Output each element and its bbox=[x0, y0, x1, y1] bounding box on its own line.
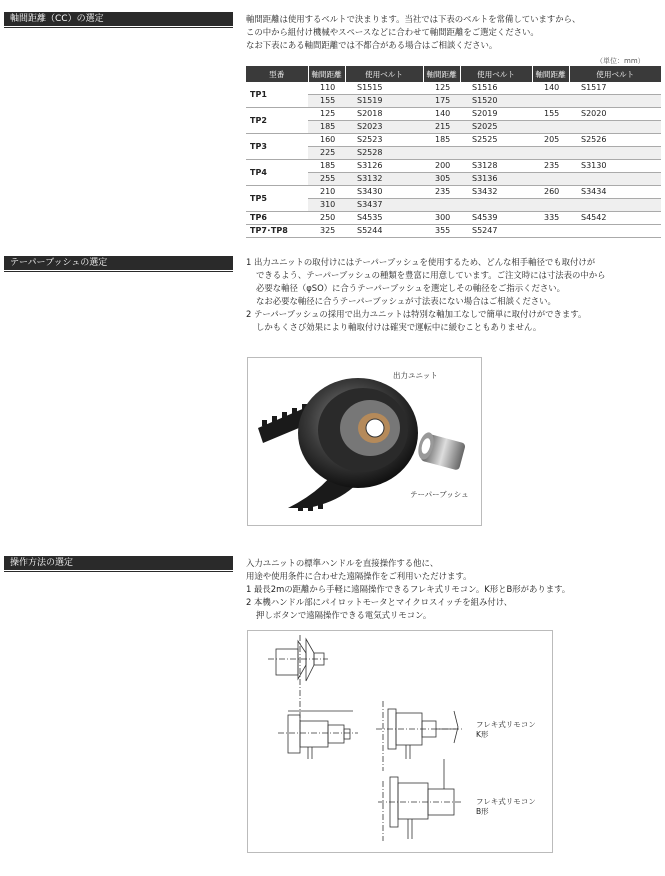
cc-cell: 255 bbox=[308, 173, 345, 186]
belt-cell: S1516 bbox=[460, 82, 532, 95]
cc-cell: 140 bbox=[423, 108, 460, 121]
remote-control-drawing bbox=[247, 630, 553, 853]
belt-cell: S3432 bbox=[460, 186, 532, 199]
ops-line: 用途や使用条件に合わせた遠隔操作をご利用いただけます。 bbox=[246, 571, 472, 581]
belt-cell: S2525 bbox=[460, 134, 532, 147]
cc-line: この中から組付け機械やスペースなどに合わせて軸間距離をご選定ください。 bbox=[246, 27, 539, 37]
cc-cell: 155 bbox=[532, 108, 569, 121]
cc-cell: 355 bbox=[423, 225, 460, 238]
cc-cell: 185 bbox=[308, 160, 345, 173]
header-cc: 軸間距離 bbox=[308, 66, 345, 82]
belt-cell bbox=[569, 121, 661, 134]
section-title-cc: 軸間距離（CC）の選定 bbox=[4, 12, 233, 26]
cc-cell bbox=[532, 95, 569, 108]
cc-cell: 210 bbox=[308, 186, 345, 199]
belt-cell bbox=[569, 173, 661, 186]
belt-cell: S1517 bbox=[569, 82, 661, 95]
belt-cell: S3136 bbox=[460, 173, 532, 186]
belt-cell bbox=[569, 199, 661, 212]
model-cell: TP5 bbox=[246, 186, 308, 212]
cc-cell: 140 bbox=[532, 82, 569, 95]
table-row bbox=[246, 225, 661, 238]
cc-cell: 160 bbox=[308, 134, 345, 147]
cc-cell: 205 bbox=[532, 134, 569, 147]
table-row bbox=[246, 212, 661, 225]
technical-drawing bbox=[248, 631, 554, 854]
belt-cell: S2025 bbox=[460, 121, 532, 134]
table-header-row bbox=[246, 66, 661, 82]
belt-cell: S3430 bbox=[345, 186, 423, 199]
product-illustration bbox=[248, 358, 483, 527]
label-k-type: K形 bbox=[476, 730, 489, 739]
label-output-unit: 出力ユニット bbox=[393, 371, 438, 380]
table-group bbox=[246, 225, 661, 238]
cc-cell: 235 bbox=[423, 186, 460, 199]
belt-cell: S5247 bbox=[460, 225, 532, 238]
table-group bbox=[246, 160, 661, 186]
bush-line: なお必要な軸径に合うテーパーブッシュが寸法表にない場合はご相談ください。 bbox=[256, 296, 556, 306]
belt-cell: S2528 bbox=[345, 147, 423, 160]
cc-cell bbox=[532, 121, 569, 134]
cc-cell bbox=[423, 147, 460, 160]
belt-cell: S3434 bbox=[569, 186, 661, 199]
cc-cell: 110 bbox=[308, 82, 345, 95]
model-cell: TP2 bbox=[246, 108, 308, 134]
cc-cell bbox=[532, 147, 569, 160]
bush-line: できるよう、テーパーブッシュの種類を豊富に用意しています。ご注文時には寸法表の中から bbox=[256, 270, 606, 280]
model-cell: TP3 bbox=[246, 134, 308, 160]
table-row bbox=[246, 108, 661, 121]
table-row bbox=[246, 134, 661, 147]
belt-cell: S2523 bbox=[345, 134, 423, 147]
belt-cell: S3126 bbox=[345, 160, 423, 173]
cc-line: なお下表にある軸間距離では不都合がある場合はご相談ください。 bbox=[246, 40, 498, 50]
cc-cell: 335 bbox=[532, 212, 569, 225]
header-cc: 軸間距離 bbox=[532, 66, 569, 82]
model-cell: TP6 bbox=[246, 212, 308, 225]
cc-cell bbox=[423, 199, 460, 212]
label-b-type: B形 bbox=[476, 807, 489, 816]
belt-cell: S3130 bbox=[569, 160, 661, 173]
header-belt: 使用ベルト bbox=[460, 66, 532, 82]
model-cell: TP4 bbox=[246, 160, 308, 186]
belt-cell: S5244 bbox=[345, 225, 423, 238]
cc-cell: 200 bbox=[423, 160, 460, 173]
cc-cell: 185 bbox=[308, 121, 345, 134]
belt-cell bbox=[569, 147, 661, 160]
cc-cell bbox=[532, 225, 569, 238]
cc-cell: 260 bbox=[532, 186, 569, 199]
table-row bbox=[246, 95, 661, 108]
bush-line: 2 テーパーブッシュの採用で出力ユニットは特別な軸加工なしで簡単に取付けができます。 bbox=[246, 309, 587, 319]
bush-line: 1 出力ユニットの取付けにはテーパーブッシュを使用するため、どんな相手軸径でも取付けが bbox=[246, 257, 596, 267]
cc-cell: 155 bbox=[308, 95, 345, 108]
cc-cell: 300 bbox=[423, 212, 460, 225]
cc-cell: 125 bbox=[423, 82, 460, 95]
belt-cell: S2020 bbox=[569, 108, 661, 121]
belt-cell bbox=[569, 225, 661, 238]
ops-line: 入力ユニットの標準ハンドルを直接操作する他に、 bbox=[246, 558, 439, 568]
belt-cell: S3437 bbox=[345, 199, 423, 212]
model-cell: TP1 bbox=[246, 82, 308, 108]
ops-line: 2 本機ハンドル部にパイロットモータとマイクロスイッチを組み付け、 bbox=[246, 597, 513, 607]
table-group bbox=[246, 186, 661, 212]
cc-cell: 225 bbox=[308, 147, 345, 160]
cc-cell bbox=[532, 199, 569, 212]
belt-cell: S3128 bbox=[460, 160, 532, 173]
label-taper-bush: テーパーブッシュ bbox=[410, 490, 469, 499]
belt-cell bbox=[460, 147, 532, 160]
cc-cell: 185 bbox=[423, 134, 460, 147]
belt-table bbox=[246, 66, 661, 238]
bush-line: しかもくさび効果により軸取付けは確実で運転中に緩むこともありません。 bbox=[256, 322, 542, 332]
product-photo bbox=[247, 357, 482, 526]
belt-cell: S4535 bbox=[345, 212, 423, 225]
belt-cell: S4542 bbox=[569, 212, 661, 225]
table-group bbox=[246, 134, 661, 160]
cc-cell: 175 bbox=[423, 95, 460, 108]
header-belt: 使用ベルト bbox=[569, 66, 661, 82]
belt-cell: S3132 bbox=[345, 173, 423, 186]
belt-cell: S2019 bbox=[460, 108, 532, 121]
cc-cell bbox=[532, 173, 569, 186]
section-title-bush: テーパーブッシュの選定 bbox=[4, 256, 233, 270]
cc-cell: 325 bbox=[308, 225, 345, 238]
table-row bbox=[246, 121, 661, 134]
cc-cell: 250 bbox=[308, 212, 345, 225]
belt-cell bbox=[460, 199, 532, 212]
cc-line: 軸間距離は使用するベルトで決まります。当社では下表のベルトを常備していますから、 bbox=[246, 14, 581, 24]
belt-cell: S2526 bbox=[569, 134, 661, 147]
label-b-remote: フレキ式リモコン bbox=[476, 797, 536, 806]
table-group bbox=[246, 108, 661, 134]
header-cc: 軸間距離 bbox=[423, 66, 460, 82]
label-k-remote: フレキ式リモコン bbox=[476, 720, 536, 729]
table-row bbox=[246, 82, 661, 95]
cc-cell: 310 bbox=[308, 199, 345, 212]
cc-cell: 305 bbox=[423, 173, 460, 186]
header-belt: 使用ベルト bbox=[345, 66, 423, 82]
unit-label: （単位：mm） bbox=[596, 57, 645, 65]
cc-cell: 215 bbox=[423, 121, 460, 134]
cc-cell: 125 bbox=[308, 108, 345, 121]
table-group bbox=[246, 212, 661, 225]
model-cell: TP7･TP8 bbox=[246, 225, 308, 238]
belt-cell: S1519 bbox=[345, 95, 423, 108]
cc-description bbox=[246, 13, 658, 52]
belt-cell: S2023 bbox=[345, 121, 423, 134]
ops-line: 押しボタンで遠隔操作できる電気式リモコン。 bbox=[256, 610, 432, 620]
table-row bbox=[246, 147, 661, 160]
section-title-ops: 操作方法の選定 bbox=[4, 556, 233, 570]
table-row bbox=[246, 186, 661, 199]
ops-description bbox=[246, 557, 658, 622]
belt-cell: S1520 bbox=[460, 95, 532, 108]
bush-line: 必要な軸径（φSO）に合うテーパーブッシュを選定しその軸径をご指示ください。 bbox=[256, 283, 565, 293]
table-row bbox=[246, 160, 661, 173]
cc-cell: 235 bbox=[532, 160, 569, 173]
belt-cell: S2018 bbox=[345, 108, 423, 121]
bush-description bbox=[246, 256, 658, 334]
table-group bbox=[246, 82, 661, 108]
belt-cell: S1515 bbox=[345, 82, 423, 95]
belt-cell: S4539 bbox=[460, 212, 532, 225]
belt-cell bbox=[569, 95, 661, 108]
table-row bbox=[246, 173, 661, 186]
header-model: 型番 bbox=[246, 66, 308, 82]
ops-line: 1 最長2mの距離から手軽に遠隔操作できるフレキ式リモコン。K形とB形があります。 bbox=[246, 584, 571, 594]
table-row bbox=[246, 199, 661, 212]
